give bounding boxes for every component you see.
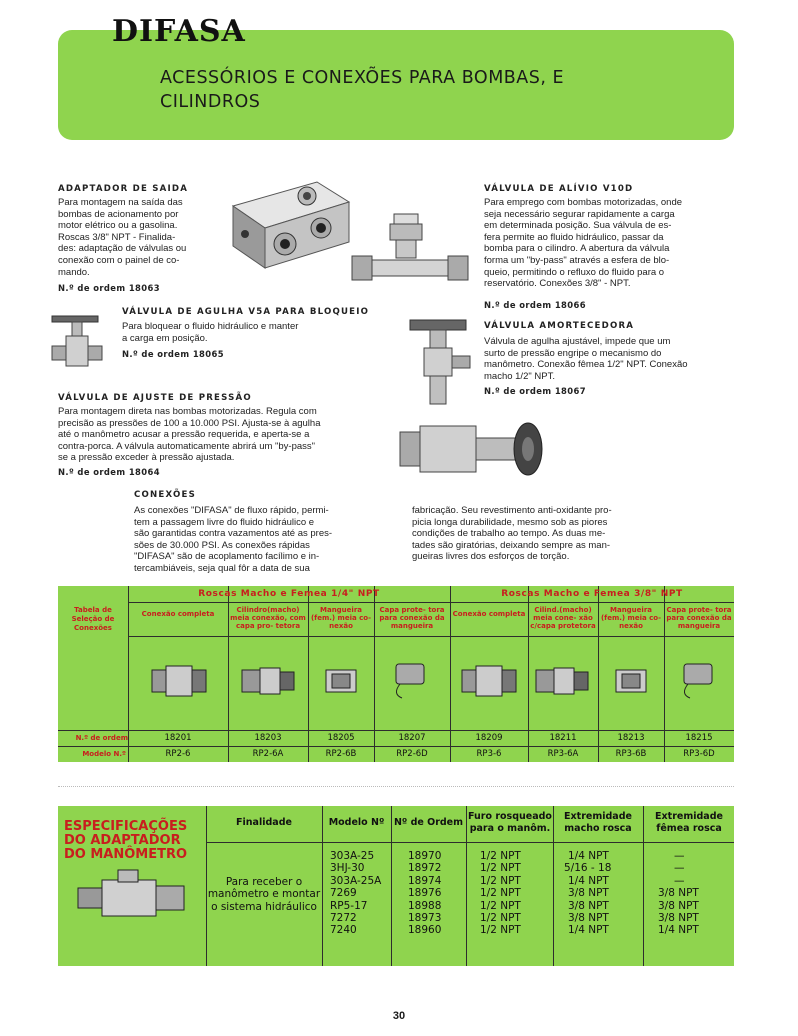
col-header: Mangueira (fem.) meia co- nexão [310,606,372,630]
order-cell: 18211 [549,733,577,743]
col-header-furo: Furo rosqueado para o manôm. [468,811,552,834]
pressure-adjust-valve-image [398,418,548,482]
col-header-ordem: Nº de Ordem [393,817,464,828]
order-cell: 18215 [685,733,713,743]
col-header: Cilindro(macho) meia conexão, com capa pro- tetora [230,606,306,630]
model-cell: RP2-6 [165,749,191,759]
section-title-conexoes: CONEXÕES [134,490,196,500]
col-header-femea: Extremidade fêmea rosca [655,811,723,834]
model-cell: RP3-6D [683,749,715,759]
group-header-three-eighths: Roscas Macho e Femea 3/8" NPT [501,589,683,599]
order-ajuste: N.º de ordem 18064 [58,467,160,477]
gauge-adapter-image [76,868,188,930]
model-cell: RP3-6A [547,749,579,759]
col-header: Mangueira (fem.) meia co- nexão [600,606,662,630]
section-text-agulha: Para bloquear o fluido hidráulico e manter a carga em posição. [122,321,299,344]
model-cell: RP2-6A [252,749,284,759]
spec-rows [322,850,734,937]
section-title-agulha: VÁLVULA DE AGULHA V5A PARA BLOQUEIO [122,307,370,317]
connector-complete-image [150,660,208,700]
spec-title: ESPECIFICAÇÕES DO ADAPTADOR DO MANÔMETRO [64,819,188,862]
col-header: Conexão completa [452,610,526,618]
col-header-macho: Extremidade macho rosca [564,811,632,834]
section-text-conexoes-left: As conexões "DIFASA" de fluxo rápido, permi- tem a passagem livre do fluido hidráulico e são garantidas contra vazamentos até as pres- sões de 30.000 PSI. As conexões rápidas "DIFASA" são de acoplamento facílimo e in- tercambiáveis, seja qual fôr a data de sua [134,505,333,574]
table-row: 7272 18973 1/2 NPT 3/8 NPT 3/8 NPT [330,911,699,924]
model-cell: RP3-6 [476,749,502,759]
needle-valve-image [50,310,112,382]
col-header: Capa prote- tora para conexão da mangueira [379,606,445,630]
section-text-ajuste: Para montagem direta nas bombas motorizadas. Regula com precisão as pressões de 100 a 10.000 PSI. Ajusta-se à agulha até o manômetro acusar a pressão requerida, e aperta-se a contra-porca. A válvula automaticamente abrirá um "by-pass" se a pressão exceder à pressão ajustada. [58,406,321,464]
model-cell: RP2-6D [396,749,428,759]
order-cell: 18207 [398,733,426,743]
order-cell: 18201 [164,733,192,743]
table-row: 7240 18960 1/2 NPT 1/4 NPT 1/4 NPT [330,924,699,937]
section-text-adaptador: Para montagem na saída das bombas de acionamento por motor elétrico ou a gasolina. Roscas 3/8" NPT - Finalida- des: adaptação de válvulas ou conexão com o painel de co- mando. [58,197,187,278]
connector-cap-image [382,660,440,700]
order-adaptador: N.º de ordem 18063 [58,283,160,293]
table-row: 303A-25A 18974 1/2 NPT 1/4 NPT — [330,874,685,887]
table-row: 303A-25 18970 1/2 NPT 1/4 NPT — [330,850,685,862]
table-row: 7269 18976 1/2 NPT 3/8 NPT 3/8 NPT [330,887,699,900]
order-amortecedora: N.º de ordem 18067 [484,386,586,396]
connector-cap-image [670,660,728,700]
section-text-conexoes-right: fabricação. Seu revestimento anti-oxidante pro- picia longa durabilidade, mesmo sob as piores condições de trabalho ao tempo. As duas me- tades são giratórias, deixando sempre as man- gueiras livres dos esforços de torção. [412,505,612,563]
order-cell: 18209 [475,733,503,743]
model-cell: RP3-6B [615,749,647,759]
finalidade-cell: Para receber o manômetro e montar o sistema hidráulico [207,876,321,913]
model-label: Modelo N.º [82,750,126,758]
connector-hose-female-image [602,666,660,696]
connector-male-cap-image [534,660,592,700]
col-header-modelo: Modelo Nº [328,817,385,828]
header-rule [206,842,734,843]
order-cell: 18213 [617,733,645,743]
section-text-alivio: Para emprego com bombas motorizadas, onde seja necessário segurar rapidamente a carga em determinada posição. Sua válvula de es- fera permite ao fluido hidráulico, passar da bomba para o cilindro. A abertura da válvula forma um "by-pass" através a esfera de blo- queio, permitindo o refluxo do fluido para o reservatório. Conexões 3/8" - NPT. [484,197,683,290]
page-number: 30 [392,1010,406,1022]
section-text-amortecedora: Válvula de agulha ajustável, impede que um surto de pressão engripe o mecanismo do manômetro. Conexão fêmea 1/2" NPT. Conexão macho 1/2" NPT. [484,336,688,382]
order-cell: 18203 [254,733,282,743]
brand-logo: DIFASA [112,14,246,49]
model-cell: RP2-6B [325,749,357,759]
connector-hose-female-image [312,666,370,696]
connection-selection-table [58,586,734,762]
order-alivio: N.º de ordem 18066 [484,300,586,310]
group-header-quarter: Roscas Macho e Femea 1/4" NPT [198,589,380,599]
col-header: Cilind.(macho) meia cone- xão c/capa protetora [530,606,596,630]
table-row-label: Tabela de Seleção de Conexões [71,606,115,632]
relief-valve-image [350,212,470,288]
col-header-finalidade: Finalidade [236,817,292,828]
connector-complete-image [460,660,518,700]
table-row: RP5-17 18988 1/2 NPT 3/8 NPT 3/8 NPT [330,899,699,912]
divider [58,786,734,787]
col-header: Capa prote- tora para conexão da mangueira [666,606,732,630]
section-title-ajuste: VÁLVULA DE AJUSTE DE PRESSÃO [58,393,252,403]
order-cell: 18205 [327,733,355,743]
order-agulha: N.º de ordem 18065 [122,349,224,359]
section-title-alivio: VÁLVULA DE ALÍVIO V10D [484,184,634,194]
col-header: Conexão completa [141,610,215,618]
section-title-amortecedora: VÁLVULA AMORTECEDORA [484,321,635,331]
order-label: N.º de ordem [75,734,128,742]
output-adapter-image [225,176,353,270]
section-title-adaptador: ADAPTADOR DE SAIDA [58,184,189,194]
connector-male-cap-image [240,660,298,700]
table-row: 3HJ-30 18972 1/2 NPT 5/16 - 18 — [330,862,685,875]
damping-valve-image [404,316,474,408]
gauge-adapter-spec-table [58,806,734,966]
page-title: ACESSÓRIOS E CONEXÕES PARA BOMBAS, E CILINDROS [160,68,565,112]
